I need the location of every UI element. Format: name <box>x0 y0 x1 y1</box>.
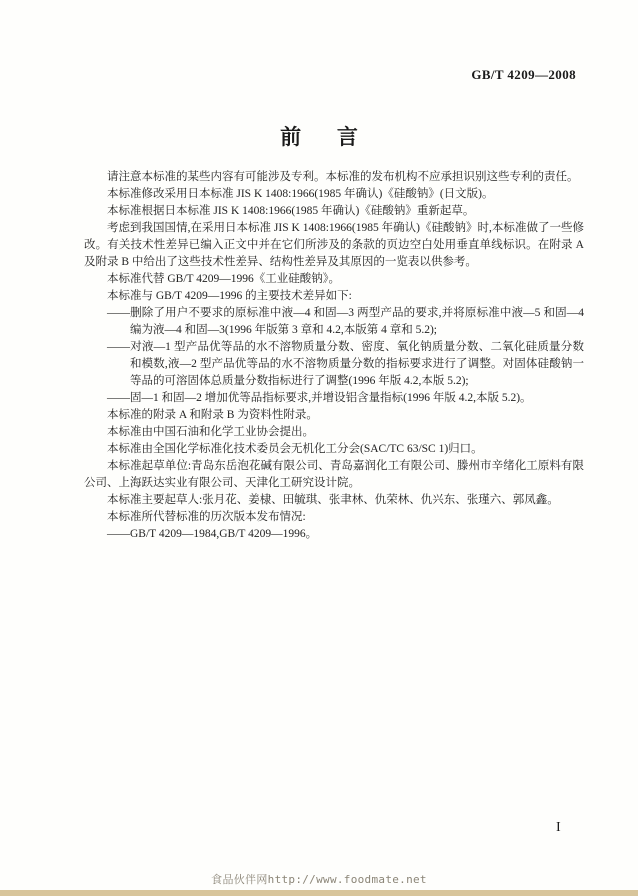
paragraph-proposed-by: 本标准由中国石油和化学工业协会提出。 <box>107 426 314 438</box>
paragraph-national-conditions: 考虑到我国国情,在采用日本标准 JIS K 1408:1966(1985 年确认)《硅酸钠》时,本标准做了一些修改。有关技术性差异已编入正文中并在它们所涉及的条款的页边空白处用垂直单线标识。在附录 A 及附录 B 中给出了这些技术性差异、结构性差异及其原因的一览表以供参考。 <box>84 222 584 268</box>
paragraph-adoption: 本标准修改采用日本标准 JIS K 1408:1966(1985 年确认)《硅酸钠》(日文版)。 <box>107 188 494 200</box>
list-item-difference-3: ——固—1 和固—2 增加优等品指标要求,并增设铝含量指标(1996 年版 4.2,本版 5.2)。 <box>107 392 532 404</box>
paragraph-differences-intro: 本标准与 GB/T 4209—1996 的主要技术差异如下: <box>107 290 352 302</box>
foreword-body <box>84 169 584 543</box>
paragraph-redraft: 本标准根据日本标准 JIS K 1408:1966(1985 年确认)《硅酸钠》重新起草。 <box>107 205 475 217</box>
list-item-previous-editions: ——GB/T 4209—1984,GB/T 4209—1996。 <box>107 528 318 540</box>
paragraph-previous-editions-intro: 本标准所代替标准的历次版本发布情况: <box>107 511 306 523</box>
paragraph-drafting-organizations: 本标准起草单位:青岛东岳泡花碱有限公司、青岛嘉润化工有限公司、滕州市辛绪化工原料有限公司、上海跃达实业有限公司、天津化工研究设计院。 <box>84 460 584 489</box>
bottom-scan-band <box>0 890 638 896</box>
paragraph-drafters: 本标准主要起草人:张月花、姜棣、田毓琪、张聿林、仇荣林、仇兴东、张瑾六、郭凤鑫。 <box>107 494 559 506</box>
page-number: I <box>556 820 561 835</box>
watermark-text: 食品伙伴网http://www.foodmate.net <box>211 873 427 886</box>
paragraph-centralized-by: 本标准由全国化学标准化技术委员会无机化工分会(SAC/TC 63/SC 1)归口。 <box>107 443 483 455</box>
standard-number: GB/T 4209—2008 <box>471 67 576 82</box>
paragraph-patent-notice: 请注意本标准的某些内容有可能涉及专利。本标准的发布机构不应承担识别这些专利的责任。 <box>107 171 579 183</box>
list-item-difference-1: ——删除了用户不要求的原标准中液—4 和固—3 两型产品的要求,并将原标准中液—5 和固—4编为液—4 和固—3(1996 年版第 3 章和 4.2,本版第 4 章和 5.2); <box>107 307 584 336</box>
page-title: 前言 <box>280 125 394 149</box>
paragraph-replaces: 本标准代替 GB/T 4209—1996《工业硅酸钠》。 <box>107 273 340 285</box>
list-item-difference-2: ——对液—1 型产品优等品的水不溶物质量分数、密度、氧化钠质量分数、二氧化硅质量分数和模数,液—2 型产品优等品的水不溶物质量分数的指标要求进行了调整。对固体硅酸钠一等品的可溶固体总质量分数指标进行了调整(1996 年版 4.2,本版 5.2); <box>107 341 584 387</box>
paragraph-annexes: 本标准的附录 A 和附录 B 为资料性附录。 <box>107 409 318 421</box>
